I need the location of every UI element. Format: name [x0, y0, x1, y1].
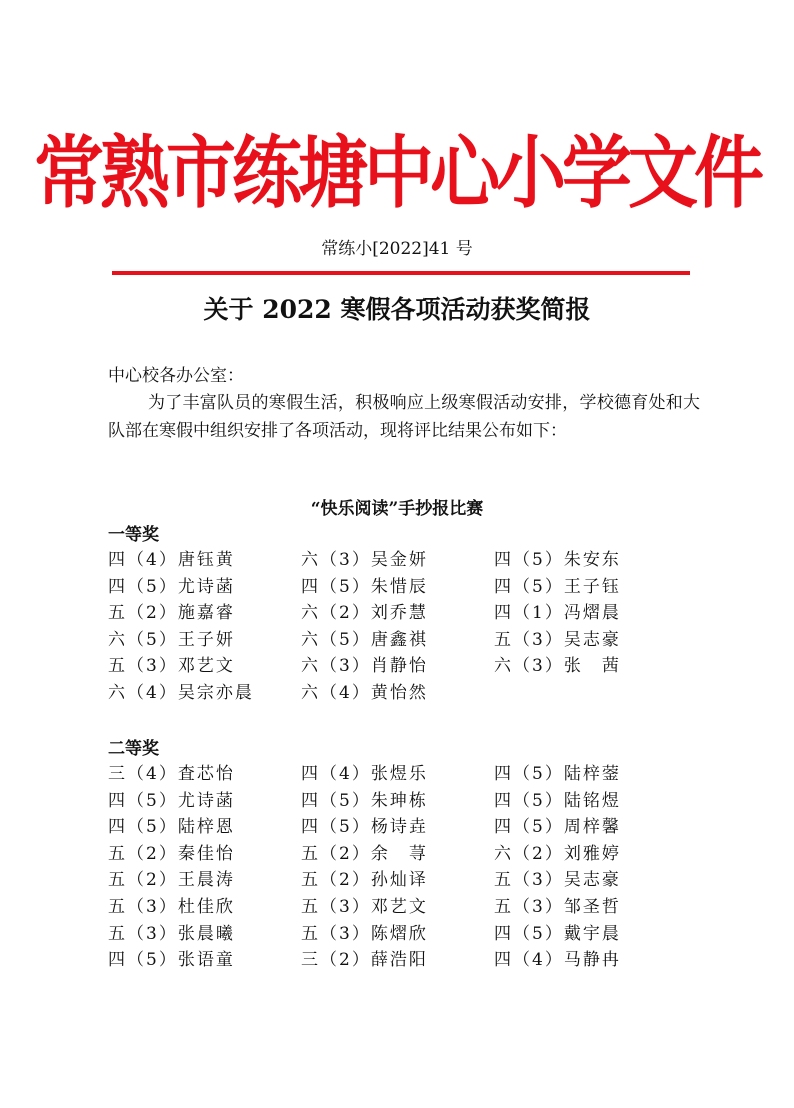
- winner-entry: 四（5）尤诗菡: [108, 790, 235, 811]
- winner-entry: 四（4）唐钰黄: [108, 550, 235, 570]
- winner-entry: 三（2）薛浩阳: [301, 950, 428, 971]
- winner-entry: 四（5）朱惜辰: [301, 576, 428, 597]
- winner-entry: 六（4）吴宗亦晨: [108, 682, 254, 703]
- award-first-prize: [108, 523, 708, 707]
- winner-entry: 六（3）张 茜: [494, 656, 621, 677]
- red-divider: [112, 271, 690, 275]
- award-heading: 一等奖: [108, 525, 159, 545]
- winner-entry: 四（5）尤诗菡: [108, 576, 235, 597]
- award-second-prize: [108, 737, 708, 974]
- winner-list: [108, 547, 708, 707]
- winner-entry: 六（5）唐鑫祺: [301, 629, 428, 650]
- winner-entry: 五（2）孙灿译: [301, 870, 428, 891]
- winner-entry: 四（4）马静冉: [494, 950, 621, 971]
- winner-entry: 四（5）陆梓恩: [108, 817, 235, 838]
- winner-entry: 四（4）张煜乐: [301, 764, 428, 784]
- winner-entry: 六（4）黄怡然: [301, 682, 428, 703]
- section-title: “快乐阅读”手抄报比赛: [310, 499, 484, 519]
- winner-entry: 五（3）邓艺文: [301, 896, 428, 917]
- winner-entry: 四（5）朱安东: [494, 550, 621, 570]
- winner-entry: 四（5）陆梓蓥: [494, 764, 621, 784]
- winner-entry: 四（5）周梓馨: [494, 817, 621, 838]
- winner-entry: 六（3）肖静怡: [301, 656, 428, 677]
- winner-entry: 六（2）刘雅婷: [494, 843, 621, 864]
- winner-entry: 四（5）陆铭煜: [494, 790, 621, 811]
- winner-entry: 五（3）吴志豪: [494, 870, 621, 891]
- winner-entry: 五（2）秦佳怡: [108, 843, 235, 864]
- winner-entry: 五（2）余 荨: [301, 843, 428, 864]
- winner-entry: 四（5）王子钰: [494, 576, 621, 597]
- winner-entry: 五（3）杜佳欣: [108, 896, 235, 917]
- winner-entry: 四（5）朱珅栋: [301, 790, 428, 811]
- award-heading: 二等奖: [108, 739, 159, 759]
- winner-entry: 三（4）査芯怡: [108, 764, 235, 784]
- winner-entry: 五（3）陈熠欣: [301, 923, 428, 944]
- winner-entry: 五（3）邹圣哲: [494, 896, 621, 917]
- winner-entry: 四（5）戴宇晨: [494, 923, 621, 944]
- winner-entry: 六（2）刘乔慧: [301, 603, 428, 624]
- winner-entry: 四（1）冯熠晨: [494, 603, 621, 624]
- addressee: 中心校各办公室：: [108, 366, 244, 386]
- winner-entry: 五（2）王晨涛: [108, 870, 235, 891]
- winner-entry: 四（5）杨诗垚: [301, 817, 428, 838]
- winner-entry: 五（3）张晨曦: [108, 923, 235, 944]
- masthead-title: 常熟市练塘中心小学文件: [34, 127, 760, 219]
- body-paragraph: 为了丰富队员的寒假生活，积极响应上级寒假活动安排，学校德育处和大队部在寒假中组织安排了各项活动，现将评比结果公布如下：: [108, 393, 700, 441]
- winner-list: [108, 761, 708, 974]
- winner-entry: 四（5）张语童: [108, 950, 235, 971]
- winner-entry: 五（3）邓艺文: [108, 656, 235, 677]
- winner-entry: 五（2）施嘉睿: [108, 603, 235, 624]
- winner-entry: 五（3）吴志豪: [494, 629, 621, 650]
- winner-entry: 六（3）吴金妍: [301, 550, 428, 570]
- winner-entry: 六（5）王子妍: [108, 629, 235, 650]
- page-title: 关于 2022 寒假各项活动获奖简报: [203, 295, 591, 324]
- document-number: 常练小[2022]41 号: [321, 239, 473, 259]
